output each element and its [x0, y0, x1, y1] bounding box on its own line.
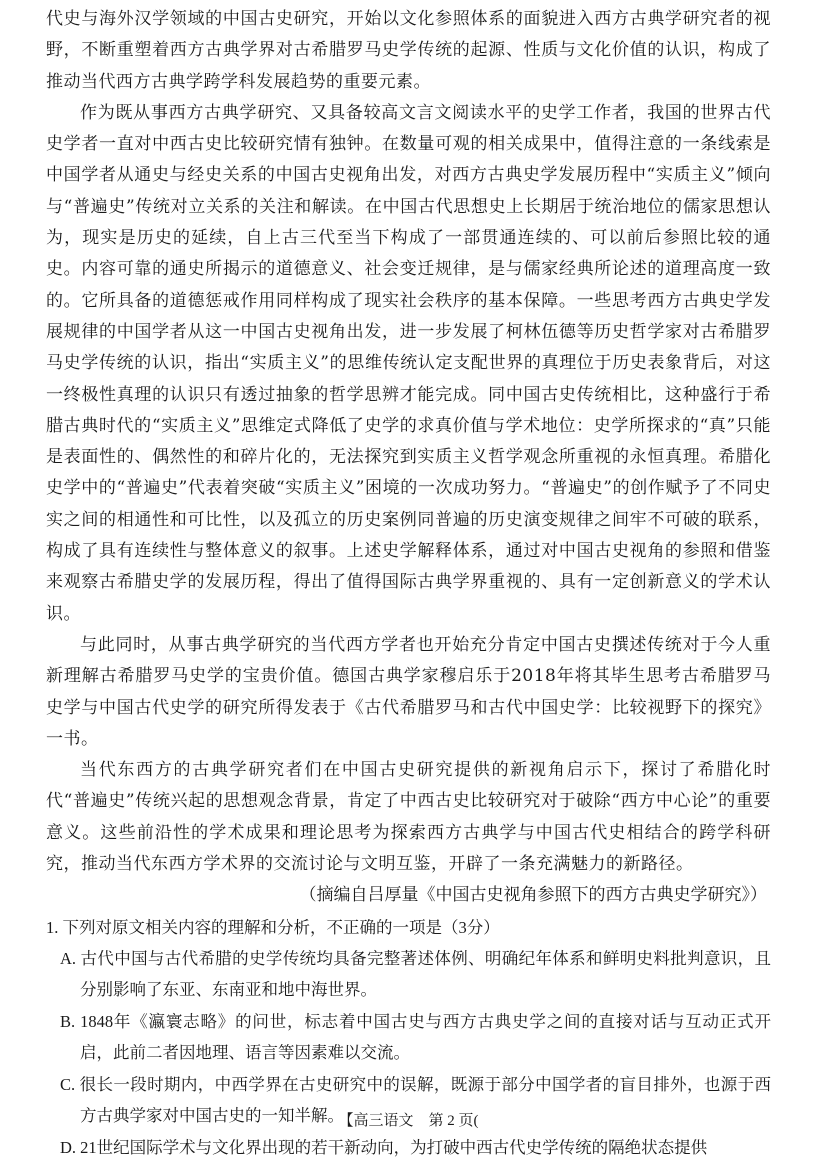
paragraph-2: 作为既从事西方古典学研究、又具备较高文言文阅读水平的史学工作者，我国的世界古代史学者一直对中西古史比较研究情有独钟。在数量可观的相关成果中，值得注意的一条线索是中国学者从通史与经史关系的中国古史视角出发，对西方古典史学发展历程中“实质主义”倾向与“普遍史”传统对立关系的关注和解读。在中国古代思想史上长期居于统治地位的儒家思想认为，现实是历史的延续，自上古三代至当下构成了一部贯通连续的、可以前后参照比较的通史。内容可靠的通史所揭示的道德意义、社会变迁规律，是与儒家经典所论述的道理高度一致的。它所具备的道德惩戒作用同样构成了现实社会秩序的基本保障。一些思考西方古典史学发展规律的中国学者从这一中国古史视角出发，进一步发展了柯林伍德等历史哲学家对古希腊罗马史学传统的认识，指出“实质主义”的思维传统认定支配世界的真理位于历史表象背后，对这一终极性真理的认识只有透过抽象的哲学思辨才能完成。同中国古史传统相比，这种盛行于希腊古典时代的“实质主义”思维定式降低了史学的求真价值与学术地位：史学所探求的“真”只能是表面性的、偶然性的和碎片化的，无法探究到实质主义哲学观念所重视的永恒真理。希腊化史学中的“普遍史”代表着突破“实质主义”困境的一次成功努力。“普遍史”的创作赋予了不同史实之间的相通性和可比性，以及孤立的历史案例同普遍的历史演变规律之间牢不可破的联系，构成了具有连续性与整体意义的叙事。上述史学解释体系，通过对中国古史视角的参照和借鉴来观察古希腊史学的发展历程，得出了值得国际古典学界重视的、具有一定创新意义的学术认识。 — [46, 102, 771, 624]
paragraph-4: 当代东西方的古典学研究者们在中国古史研究提供的新视角启示下，探讨了希腊化时代“普遍史”传统兴起的思想观念背景，肯定了中西古史比较研究对于破除“西方中心论”的重要意义。这些前沿性的学术成果和理论思考为探索西方古典学与中国古代史相结合的跨学科研究，推动当代东西方学术界的交流讨论与文明互鉴，开辟了一条充满魅力的新路径。 — [46, 760, 771, 875]
option-c: C. 很长一段时期内，中西学界在古史研究中的误解，既源于部分中国学者的盲目排外，也源于西方古典学家对中国古史的一知半解。 — [60, 1074, 771, 1126]
source-citation: （摘编自吕厚量《中国古史视角参照下的西方古典史学研究》） — [299, 885, 767, 906]
paragraph-3: 与此同时，从事古典学研究的当代西方学者也开始充分肯定中国古史撰述传统对于今人重新理解古希腊罗马史学的宝贵价值。德国古典学家穆启乐于2018年将其毕生思考古希腊罗马史学与中国古代史学的研究所得发表于《古代希腊罗马和古代中国史学：比较视野下的探究》一书。 — [46, 634, 771, 749]
option-d: D. 21世纪国际学术与文化界出现的若干新动向，为打破中西古代史学传统的隔绝状态提供 — [60, 1137, 708, 1157]
option-a: A. 古代中国与古代希腊的史学传统均具备完整著述体例、明确纪年体系和鲜明史料批判意识，且分别影响了东亚、东南亚和地中海世界。 — [60, 948, 771, 1000]
option-b: B. 1848年《瀛寰志略》的问世，标志着中国古史与西方古典史学之间的直接对话与互动正式开启，此前二者因地理、语言等因素难以交流。 — [60, 1011, 771, 1063]
question-stem: 1. 下列对原文相关内容的理解和分析，不正确的一项是（3分） — [46, 917, 500, 937]
paragraph-1: 代史与海外汉学领域的中国古史研究，开始以文化参照体系的面貌进入西方古典学研究者的视野，不断重塑着西方古典学界对古希腊罗马史学传统的起源、性质与文化价值的认识，构成了推动当代西方古典学跨学科发展趋势的重要元素。 — [46, 9, 771, 92]
page-footer: 【高三语文 第 2 页( — [338, 1113, 479, 1129]
